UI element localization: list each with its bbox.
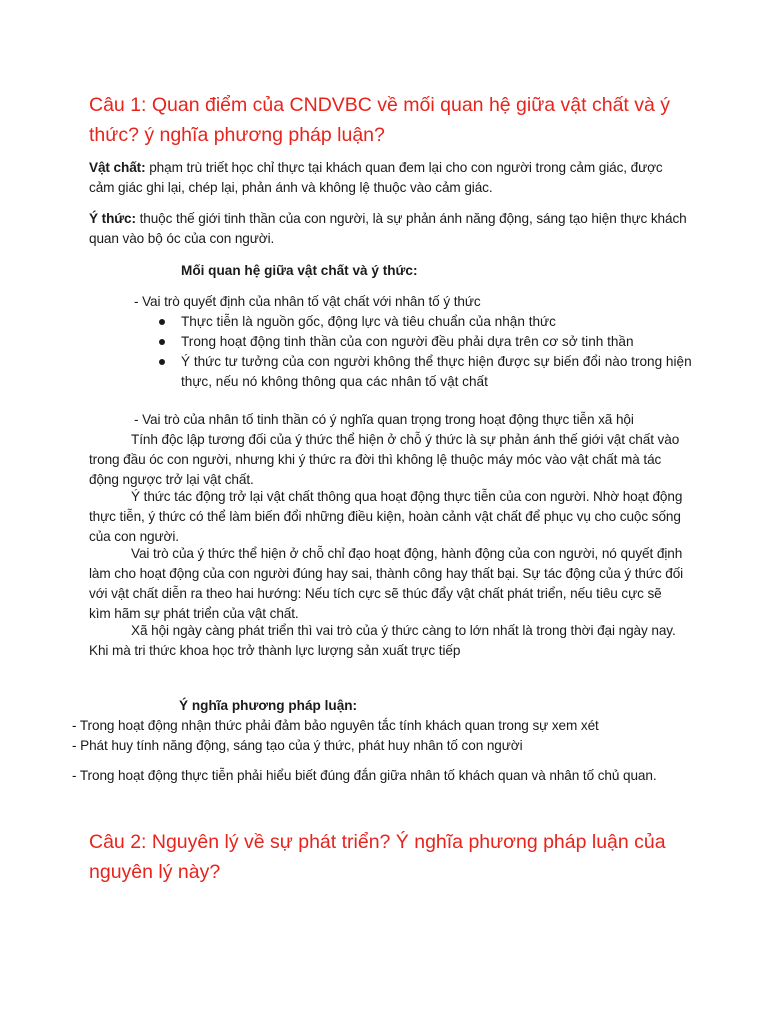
question-2-heading: Câu 2: Nguyên lý về sự phát triển? Ý nghĩa phương pháp luận của nguyên lý này?: [89, 831, 666, 883]
definition-material: [89, 158, 689, 198]
definition-material-text: phạm trù triết học chỉ thực tại khách quan đem lại cho con người trong cảm giác, được cảm giác ghi lại, chép lại, phản ánh và không lệ thuộc vào cảm giác.: [89, 160, 663, 195]
paragraph-society: Xã hội ngày càng phát triển thì vai trò của ý thức càng to lớn nhất là trong thời đại ngày nay. Khi mà tri thức khoa học trở thành lực lượng sản xuất trực tiếp: [89, 623, 676, 658]
definition-consciousness: [89, 209, 689, 249]
bullet-list: [157, 312, 697, 392]
bullet-item: Thực tiễn là nguồn gốc, động lực và tiêu chuẩn của nhận thức: [157, 312, 697, 332]
method-subtitle: Ý nghĩa phương pháp luận:: [179, 698, 358, 713]
role-spirit-line: - Vai trò của nhân tố tinh thần có ý nghĩa quan trọng trong hoạt động thực tiễn xã hội: [134, 412, 634, 427]
bullet-item: Trong hoạt động tinh thần của con người đều phải dựa trên cơ sở tinh thần: [157, 332, 697, 352]
paragraph-practice: Ý thức tác động trở lại vật chất thông qua hoạt động thực tiễn của con người. Nhờ hoạt động thực tiễn, ý thức có thể làm biến đổi những điều kiện, hoàn cảnh vật chất để phục vụ cho cuộc sống của con người.: [89, 489, 683, 544]
relation-subtitle: Mối quan hệ giữa vật chất và ý thức:: [181, 263, 418, 278]
definition-consciousness-text: thuộc thế giới tinh thần của con người, là sự phản ánh năng động, sáng tạo hiện thực khách quan vào bộ óc của con người.: [89, 211, 687, 246]
method-item: - Phát huy tính năng động, sáng tạo của ý thức, phát huy nhân tố con người: [72, 738, 523, 753]
method-item: - Trong hoạt động thực tiễn phải hiểu biết đúng đắn giữa nhân tố khách quan và nhân tố chủ quan.: [72, 768, 657, 783]
method-item: - Trong hoạt động nhận thức phải đảm bảo nguyên tắc tính khách quan trong sự xem xét: [72, 718, 599, 733]
question-1-heading: Câu 1: Quan điểm của CNDVBC về mối quan hệ giữa vật chất và ý thức? ý nghĩa phương pháp luận?: [89, 94, 671, 146]
bullet-item: Ý thức tư tưởng của con người không thể thực hiện được sự biến đổi nào trong hiện thực, nếu nó không thông qua các nhân tố vật chất: [157, 352, 697, 392]
definition-consciousness-label: Ý thức:: [89, 211, 136, 226]
definition-material-label: Vật chất:: [89, 160, 146, 175]
role-material-line: - Vai trò quyết định của nhân tố vật chất với nhân tố ý thức: [134, 294, 481, 309]
paragraph-role: Vai trò của ý thức thể hiện ở chỗ chỉ đạo hoạt động, hành động của con người, nó quyết định làm cho hoạt động của con người đúng hay sai, thành công hay thất bại. Sự tác động của ý thức đối với vật chất diễn ra theo hai hướng: Nếu tích cực sẽ thúc đẩy vật chất phát triển, nếu tiêu cực sẽ kìm hãm sự phát triển của vật chất.: [89, 546, 684, 621]
paragraph-independence: Tính độc lập tương đối của ý thức thể hiện ở chỗ ý thức là sự phản ánh thế giới vật chất vào trong đầu óc con người, nhưng khi ý thức ra đời thì không lệ thuộc máy móc vào vật chất mà tác động ngược trở lại vật chất.: [89, 432, 680, 487]
